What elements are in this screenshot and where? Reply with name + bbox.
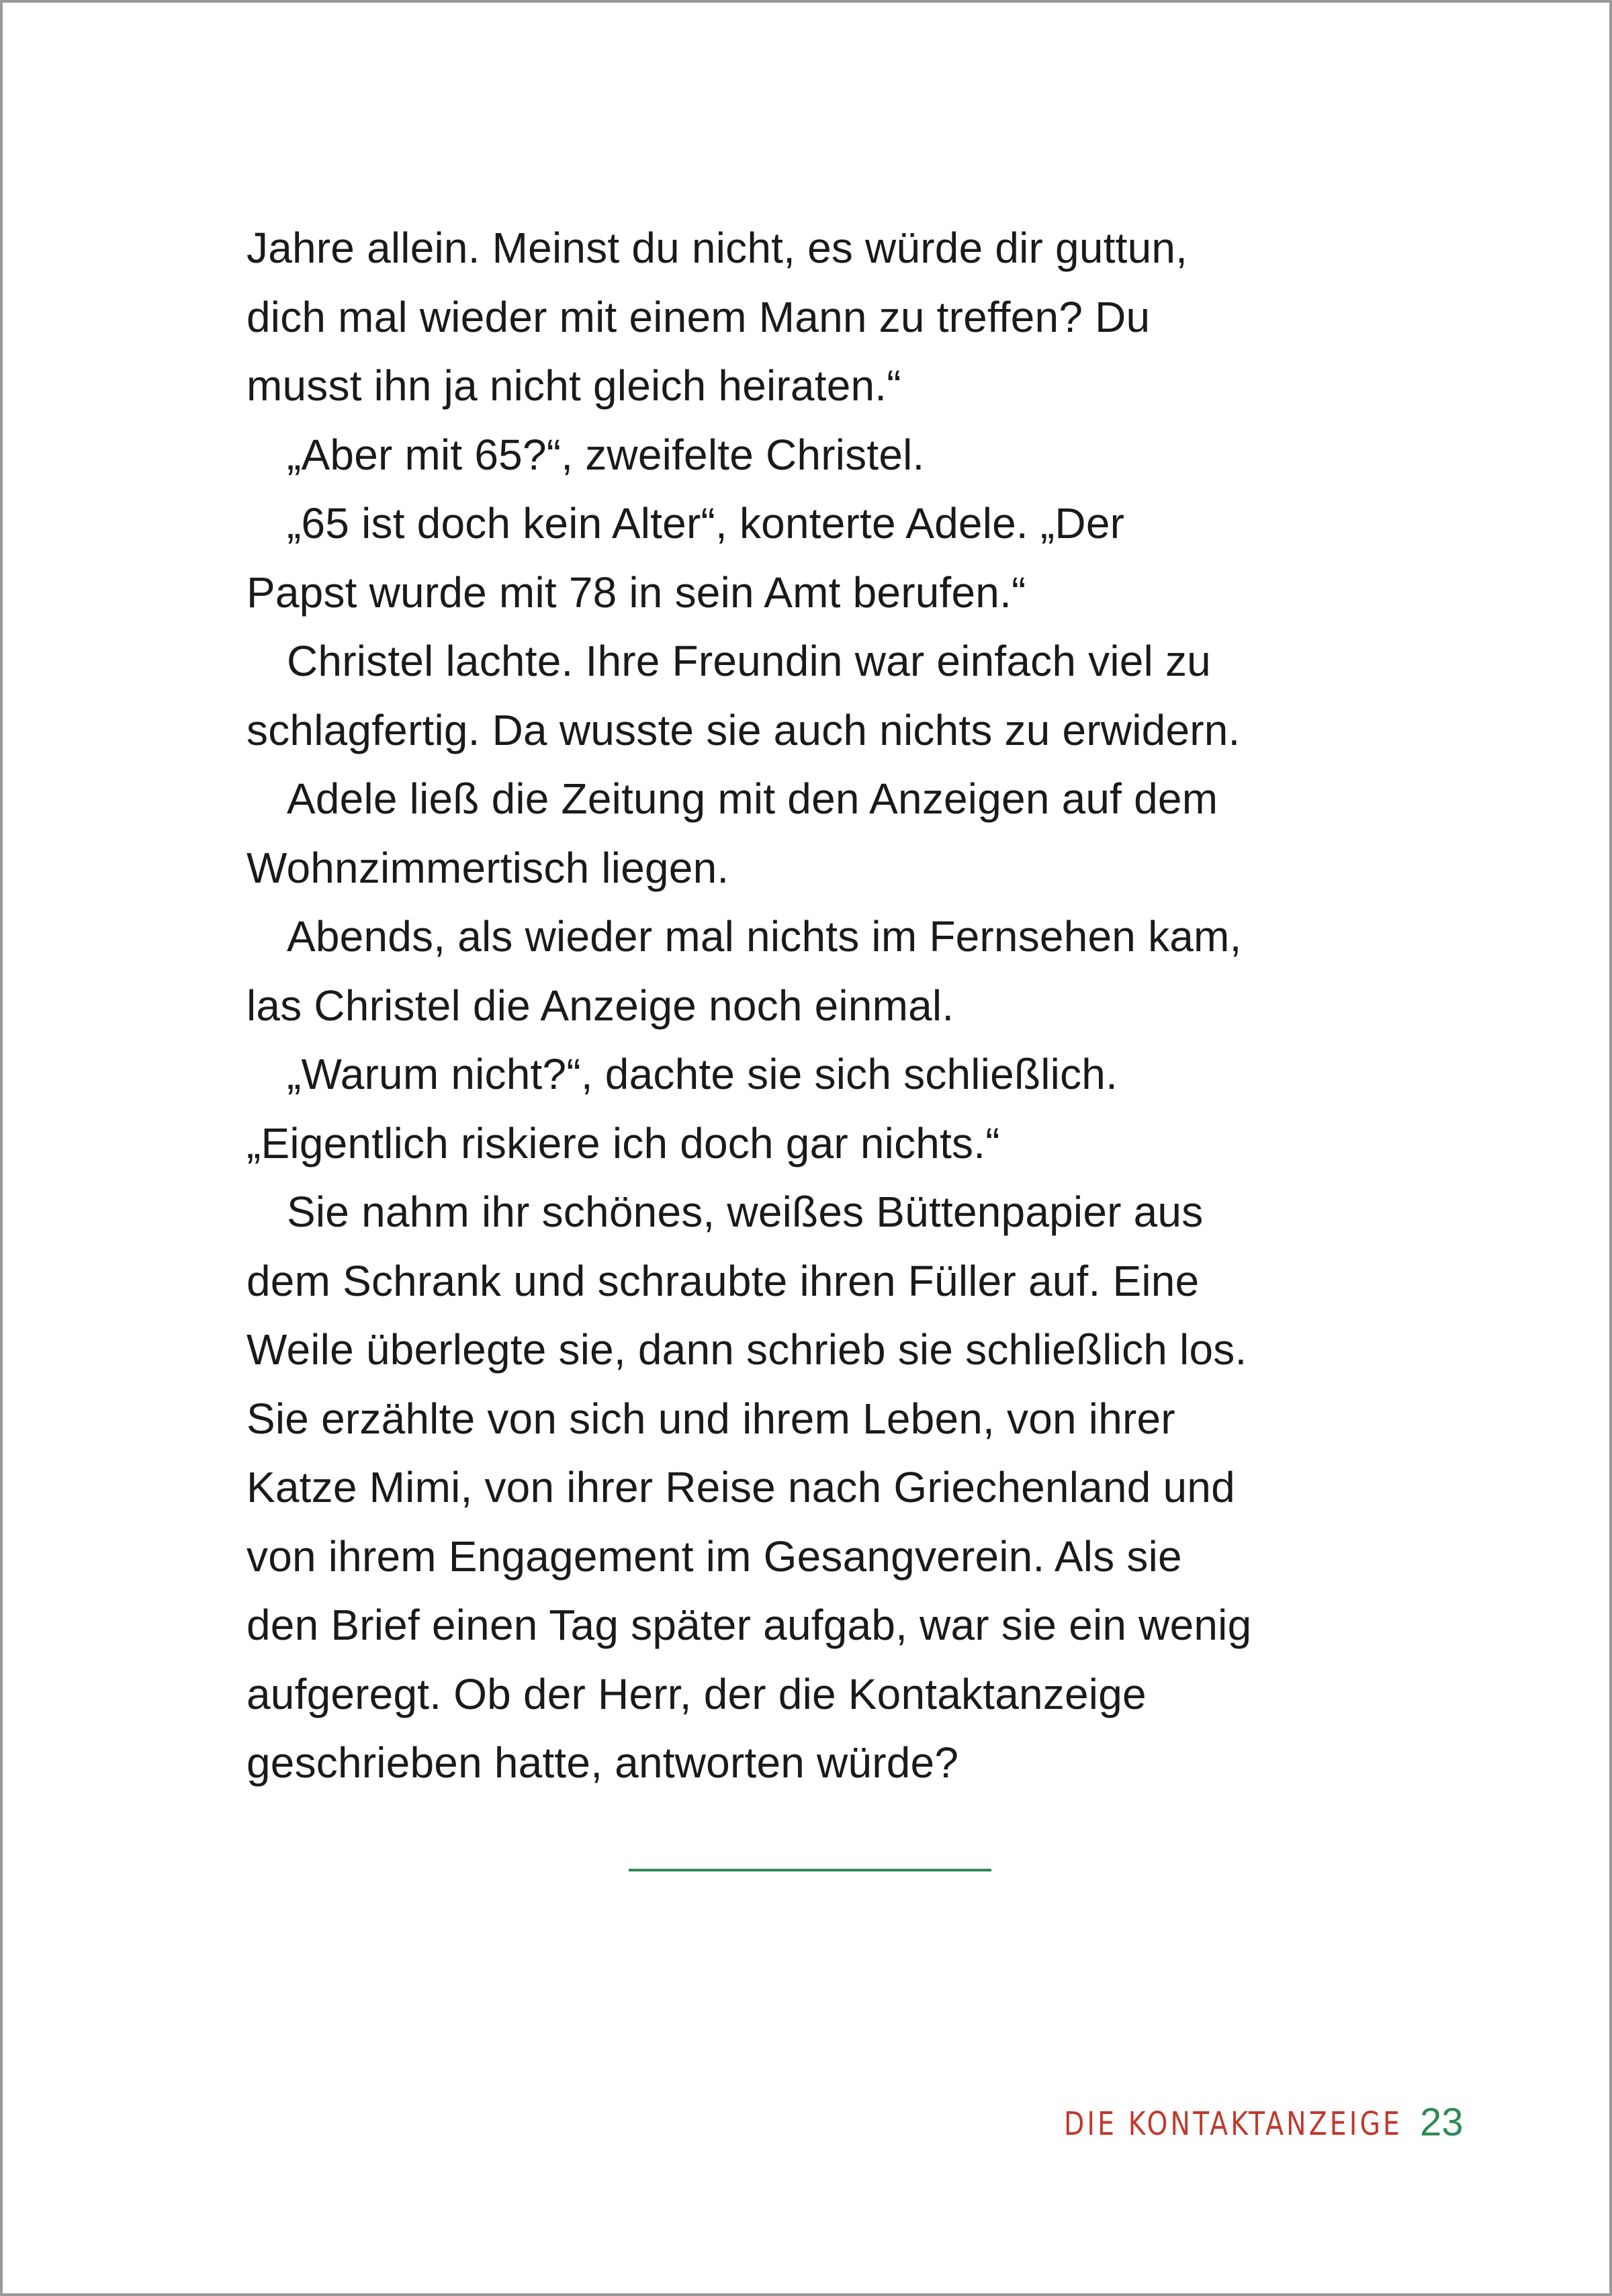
page-number: 23 (1420, 2101, 1464, 2144)
text-line: Katze Mimi, von ihrer Reise nach Griechenland und (247, 1463, 1235, 1511)
section-divider (629, 1869, 991, 1871)
text-line: schlagfertig. Da wusste sie auch nichts zu erwidern. (247, 705, 1241, 754)
text-line: musst ihn ja nicht gleich heiraten.“ (247, 361, 901, 410)
text-line: „Aber mit 65?“, zweifelte Christel. (287, 430, 925, 479)
text-line: den Brief einen Tag später aufgab, war sie ein wenig (247, 1601, 1252, 1649)
text-line: aufgeregt. Ob der Herr, der die Kontaktanzeige (247, 1669, 1147, 1718)
text-line: Abends, als wieder mal nichts im Fernsehen kam, (287, 912, 1242, 961)
text-line: las Christel die Anzeige noch einmal. (247, 981, 954, 1030)
text-line: Christel lachte. Ihre Freundin war einfach viel zu (287, 637, 1211, 685)
text-line: Sie erzählte von sich und ihrem Leben, von ihrer (247, 1394, 1175, 1443)
body-text (247, 214, 1388, 1798)
text-line: Sie nahm ihr schönes, weißes Büttenpapier aus (287, 1188, 1204, 1236)
text-line: „Warum nicht?“, dachte sie sich schließlich. (287, 1050, 1118, 1098)
text-line: Weile überlegte sie, dann schrieb sie schließlich los. (247, 1325, 1247, 1374)
running-title: DIE KONTAKTANZEIGE (1064, 2105, 1403, 2143)
text-line: Papst wurde mit 78 in sein Amt berufen.“ (247, 568, 1026, 617)
text-line: „Eigentlich riskiere ich doch gar nichts.“ (247, 1118, 1000, 1167)
text-line: dem Schrank und schraubte ihren Füller auf. Eine (247, 1256, 1200, 1305)
text-line: Wohnzimmertisch liegen. (247, 843, 729, 892)
text-line: von ihrem Engagement im Gesangverein. Als sie (247, 1532, 1182, 1581)
text-line: dich mal wieder mit einem Mann zu treffen? Du (247, 292, 1151, 341)
text-line: Jahre allein. Meinst du nicht, es würde dir guttun, (247, 224, 1188, 272)
text-line: Adele ließ die Zeitung mit den Anzeigen auf dem (287, 775, 1218, 823)
text-line: „65 ist doch kein Alter“, konterte Adele. „Der (287, 499, 1125, 547)
text-line: geschrieben hatte, antworten würde? (247, 1738, 959, 1787)
